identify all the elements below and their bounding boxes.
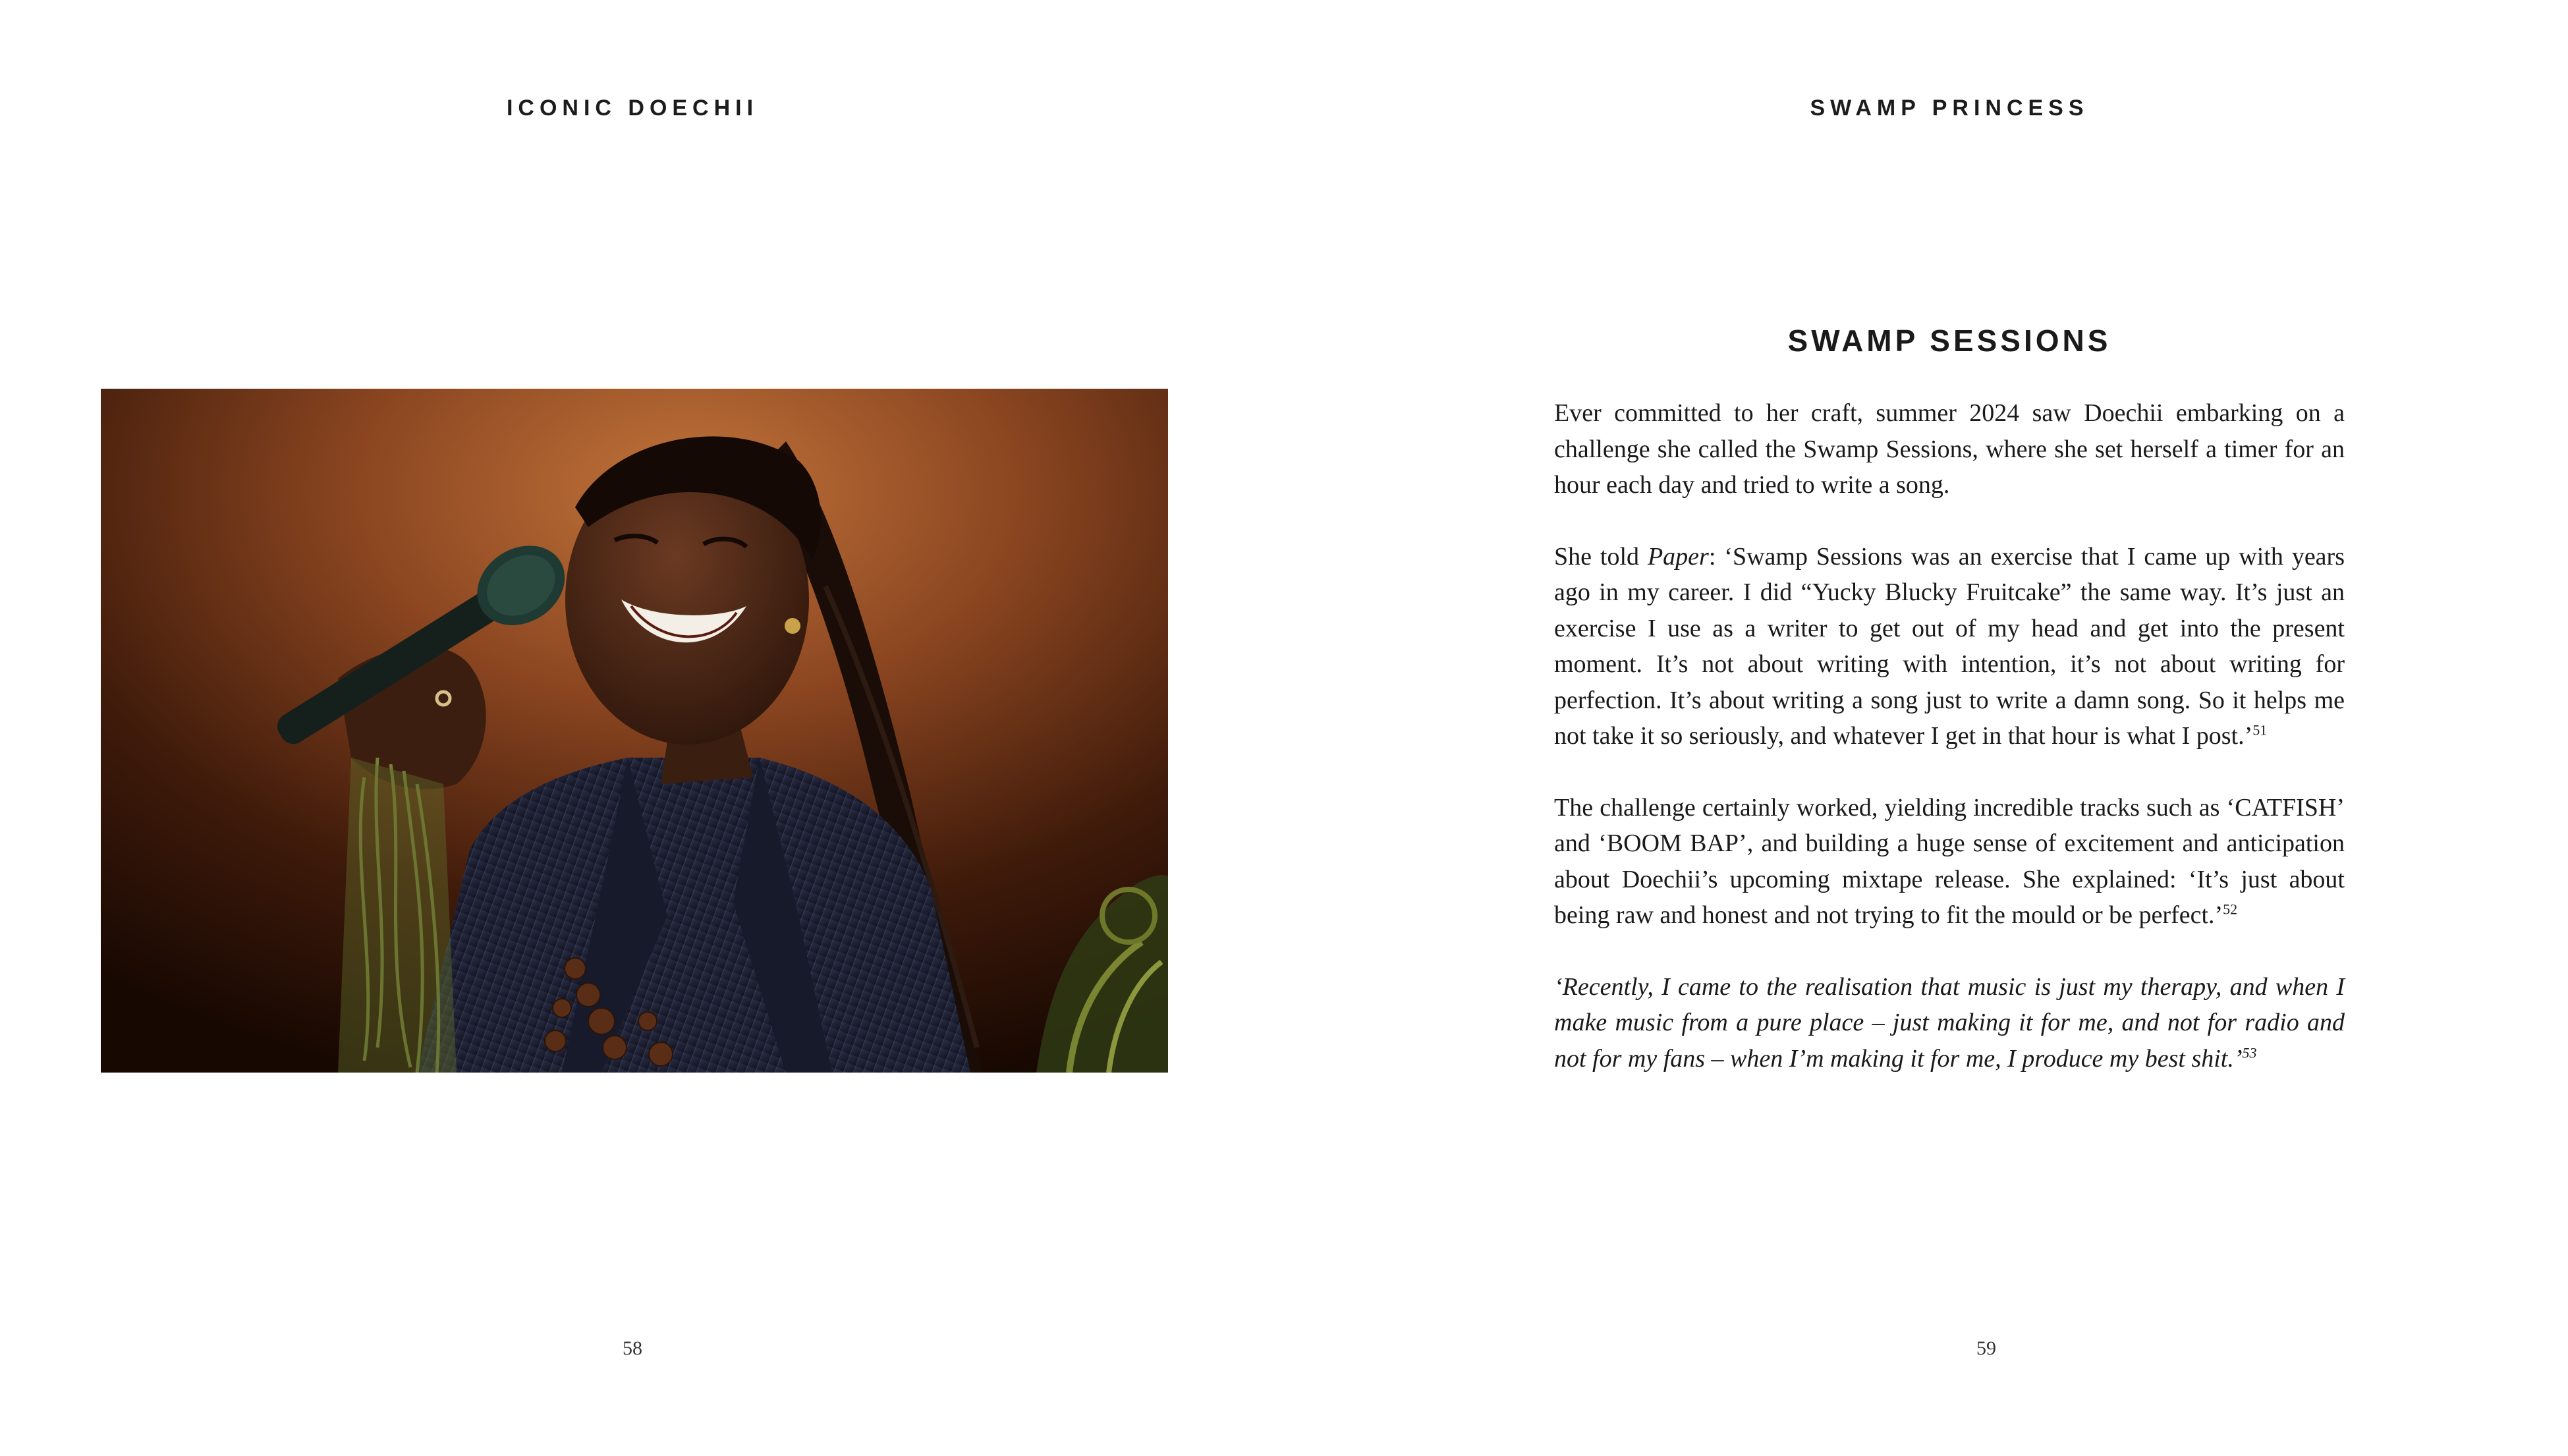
paragraph-3 [1554, 790, 2345, 934]
paragraph-1: Ever committed to her craft, summer 2024 saw Doechii embarking on a challenge she called the Swamp Sessions, where she set herself a timer for an hour each day and tried to write a song. [1554, 399, 2345, 499]
page-number-right: 59 [1976, 1337, 1996, 1359]
pull-quote [1554, 969, 2345, 1077]
footnote-ref-52: 52 [2223, 901, 2238, 918]
paragraph-3-body: The challenge certainly worked, yielding incredible tracks such as ‘CATFISH’ and ‘BOOM BAP’, and building a huge sense of excitement and anticipation about Doechii’s upcoming mixtape release. She explained: ‘It’s just about being raw and honest and not trying to fit the mould or be perfect.’ [1554, 793, 2345, 929]
right-page [1284, 0, 2568, 1456]
paragraph-2-body: : ‘Swamp Sessions was an exercise that I came up with years ago in my career. I did “Yucky Blucky Fruitcake” the same way. It’s just an exercise I use as a writer to get out of my head and get into the present moment. It’s not about writing with intention, it’s not about writing for perfection. It’s about writing a song just to write a damn song. So it helps me not take it so seriously, and whatever I get in that hour is what I post.’ [1554, 542, 2345, 750]
paragraph-2-lead: She told [1554, 542, 1648, 571]
running-head-left: ICONIC DOECHII [506, 96, 759, 121]
page-number-left: 58 [623, 1337, 642, 1359]
pull-quote-body: ‘Recently, I came to the realisation that music is just my therapy, and when I make music from a pure place – just making it for me, and not for radio and not for my fans – when I’m making it for me, I produce my best shit.’ [1554, 972, 2345, 1073]
footnote-ref-51: 51 [2252, 721, 2268, 739]
source-publication: Paper [1647, 542, 1709, 571]
paragraph-2 [1554, 539, 2345, 754]
section-title: SWAMP SESSIONS [1787, 323, 2111, 358]
running-head-right: SWAMP PRINCESS [1810, 96, 2089, 121]
body-text [1554, 395, 2345, 1112]
performer-photo-icon [101, 389, 1168, 1073]
performer-photo [101, 389, 1168, 1073]
footnote-ref-53: 53 [2242, 1044, 2257, 1061]
